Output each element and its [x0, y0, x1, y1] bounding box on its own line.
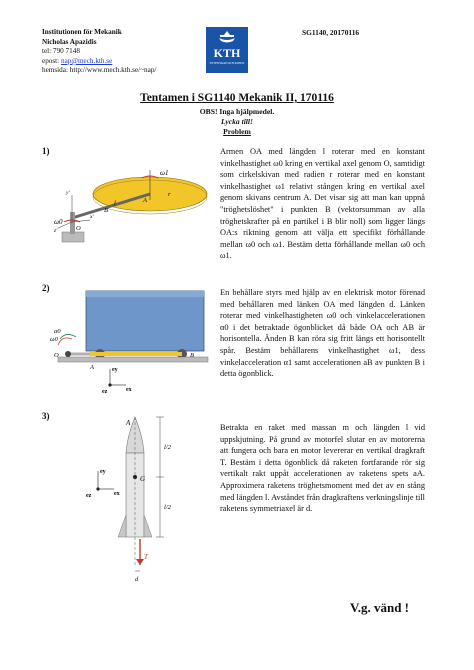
figure-2 [50, 285, 210, 395]
problem-2-text: En behållare styrs med hjälp av en elektrisk motor förenad med behållaren med länken OA med längden d. Länken roterar med vinkelhastigheten ω0 och vinkelaccelerationen α0 i det betraktade ögonblicket då både OA och AB är horisontella. Änden B kan röra sig fritt längs ett horisontellt spår. Bestäm behållarens vinkelhastighet ω1, dess vinkelacceleration α1 samt accelerationen aB av punkten B i detta ögonblick. [220, 288, 425, 379]
fig1-label-x: x' [90, 214, 94, 220]
problem-3-text: Betrakta en raket med massan m och längden l vid uppskjutning. På grund av motorfel slutar en av motorerna att fungera och bara en motor levererar en vertikal dragkraft T. Bestäm i detta ögonblick då raketen fortfarande rör sig vertikalt rakt uppåt accelerationen av raketens spets aA. Approximera raketens tröghetsmoment med det av en stång med längden l. Avståndet från dragkraftens verkningslinje till raketens symmetriaxel är d. [220, 423, 425, 514]
problem-1-number: 1) [42, 146, 50, 156]
problem-2-number: 2) [42, 283, 50, 293]
turn-page-note: V.g. vänd ! [350, 600, 410, 615]
fig1-label-l: l [114, 200, 116, 207]
fig1-label-o: O [76, 225, 81, 232]
fig2-label-o: O [54, 352, 59, 359]
fig3-label-t: T [144, 553, 148, 561]
email-line [42, 57, 156, 67]
author: Nicholas Apazidis [42, 37, 97, 46]
logo-motto: VETENSKAP OCH KONST [209, 61, 245, 65]
exam-note: OBS! Inga hjälpmedel. [199, 107, 275, 116]
fig2-label-ex: ex [126, 387, 132, 393]
figure-3 [80, 415, 190, 585]
fig2-label-ez: ez [102, 389, 108, 395]
fig2-label-a: A [90, 364, 94, 371]
problem-1-text: Armen OA med längden l roterar med en konstant vinkelhastighet ω0 kring en vertikal axel genom O, samtidigt som cirkelskivan med radien r roterar med en konstant vinkelhastighet ω1 relativt stången kring en vertikal axel genom skivans centrum A. Det visar sig att man kan uppnå "tröghetslöshet" i punkten B (vektorsumman av alla tröghetskrafter på en partikel i B blir noll) som ligger längs OA:s riktning genom att välja ett specifikt förhållande mellan ω0 och ω1. Bestäm detta förhållande mellan ω0 och ω1. [220, 147, 425, 261]
homepage[interactable]: hemsida: http://www.mech.kth.se/~nap/ [42, 66, 157, 75]
exam-luck: Lycka till! [221, 117, 253, 126]
email-label: epost: [42, 56, 61, 65]
fig1-label-z: z' [54, 228, 58, 234]
fig3-label-ez: ez [86, 493, 92, 499]
kth-logo [206, 27, 248, 73]
fig3-label-d: d [135, 576, 139, 583]
fig1-label-omega0: ω0 [54, 218, 63, 226]
fig2-label-omega0: ω0 [50, 336, 58, 343]
exam-title: Tentamen i SG1140 Mekanik II, 170116 [140, 92, 334, 104]
course-code: SG1140, 20170116 [302, 28, 360, 37]
fig1-label-y: y' [66, 190, 70, 196]
email-link[interactable]: nap@mech.kth.se [60, 56, 113, 65]
logo-text: KTH [213, 46, 241, 60]
fig1-label-r: r [168, 191, 171, 198]
fig3-label-g: G [140, 475, 146, 483]
fig2-label-b: B [190, 352, 194, 359]
fig2-label-alpha0: α0 [54, 328, 61, 335]
problem-heading: Problem [223, 127, 251, 136]
fig3-label-l-half-2: l/2 [164, 504, 171, 511]
fig2-label-ey: ey [112, 367, 118, 373]
problem-3-number: 3) [42, 411, 50, 421]
header-block [42, 28, 156, 76]
figure-1 [50, 150, 210, 265]
fig1-label-a: A [143, 197, 147, 204]
fig3-label-l-half-1: l/2 [164, 444, 171, 451]
fig3-label-ex: ex [114, 491, 120, 497]
phone: tel: 790 7148 [42, 47, 80, 56]
fig1-label-b: B [104, 207, 108, 214]
fig3-label-a: A [126, 419, 131, 427]
fig3-label-ey: ey [100, 469, 106, 475]
institution: Institutionen för Mekanik [42, 28, 122, 36]
fig1-label-omega1: ω1 [160, 169, 169, 177]
